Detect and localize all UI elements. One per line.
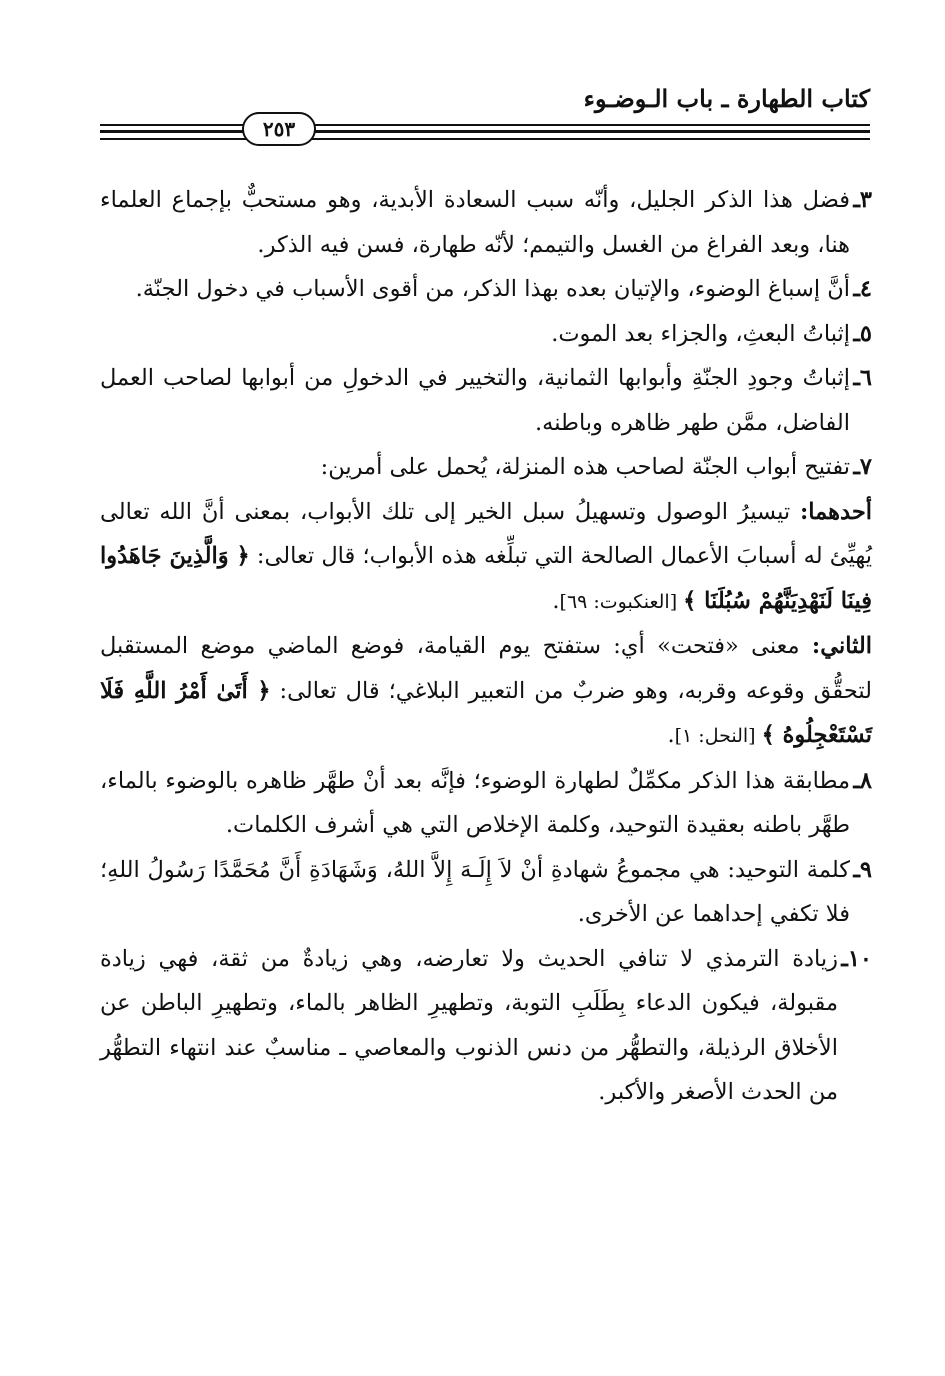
- sentence-end: .: [552, 587, 560, 614]
- item-text: إثباتُ وجودِ الجنّةِ وأبوابها الثمانية، والتخيير في الدخولِ من أبوابها لصاحب العمل الفاضل، ممَّن طهر ظاهره وباطنه.: [100, 365, 850, 436]
- header-rule-middle: [100, 130, 870, 133]
- list-item: [100, 178, 872, 267]
- item-number: ٣ـ: [853, 187, 872, 213]
- item-number: ٦ـ: [853, 365, 872, 391]
- item-text: أنَّ إسباغ الوضوء، والإتيان بعده بهذا الذكر، من أقوى الأسباب في دخول الجنّة.: [135, 276, 850, 302]
- list-item: [100, 759, 872, 848]
- quran-verse: ﴿ وَالَّذِينَ جَاهَدُوا فِينَا لَنَهْدِيَنَّهُمْ سُبُلَنَا ﴾: [100, 543, 872, 614]
- item-number: ٩ـ: [853, 856, 872, 883]
- list-item: [100, 356, 872, 445]
- sub-point-text: معنى «فتحت» أي: ستفتح يوم القيامة، فوضع الماضي موضع المستقبل لتحقُّق وقوعه وقربه، وهو ضربٌ من التعبير البلاغي؛ قال تعالى:: [100, 633, 872, 704]
- header-rule-top: [100, 124, 870, 126]
- sub-point-second: [100, 624, 872, 759]
- item-text: فضل هذا الذكر الجليل، وأنّه سبب السعادة الأبدية، وهو مستحبٌّ بإجماع العلماء هنا، وبعد الفراغ من الغسل والتيمم؛ لأنّه طهارة، فسن فيه الذكر.: [100, 187, 850, 258]
- sub-point-text: تيسيرُ الوصول وتسهيلُ سبل الخير إلى تلك الأبواب، بمعنى أنَّ الله تعالى يُهيِّئ له أسبابَ الأعمال الصالحة التي تبلِّغه هذه الأبواب؛ قال تعالى:: [100, 498, 872, 569]
- item-number: ٤ـ: [853, 276, 872, 302]
- item-number: ٥ـ: [853, 320, 872, 347]
- item-text: كلمة التوحيد: هي مجموعُ شهادةِ أنْ لاَ إِلَـهَ إِلاَّ اللهُ، وَشَهَادَةِ أَنَّ مُحَمَّدًا رَسُولُ اللهِ؛ فلا تكفي إحداهما عن الأخرى.: [100, 856, 850, 927]
- list-item: [100, 312, 872, 357]
- header-rule-bottom: [100, 138, 870, 140]
- page-body: [100, 178, 872, 1115]
- list-item: [100, 937, 872, 1115]
- verse-reference: [النحل: ١]: [674, 725, 762, 747]
- list-item: [100, 267, 872, 312]
- item-number: ١٠ـ: [841, 945, 872, 972]
- verse-reference: [العنكبوت: ٦٩]: [559, 590, 684, 613]
- list-item: [100, 848, 872, 937]
- sub-point-lead: أحدهما:: [799, 498, 872, 525]
- sub-point-first: [100, 490, 872, 625]
- list-item: [100, 445, 872, 490]
- running-title: كتاب الطهارة ـ باب الـوضـوء: [583, 84, 870, 113]
- item-number: ٧ـ: [853, 454, 872, 480]
- sub-point-lead: الثاني:: [811, 633, 872, 659]
- item-text: زيادة الترمذي لا تنافي الحديث ولا تعارضه، وهي زيادةٌ من ثقة، فهي زيادة مقبولة، فيكون الدعاء بِطَلَبِ التوبة، وتطهيرِ الظاهر بالماء، وتطهيرِ الباطن عن الأخلاق الرذيلة، والتطهُّر من دنس الذنوب والمعاصي ـ مناسبٌ عند انتهاء التطهُّر من الحدث الأصغر والأكبر.: [100, 945, 838, 1105]
- item-text: مطابقة هذا الذكر مكمِّلٌ لطهارة الوضوء؛ فإنَّه بعد أنْ طهَّر ظاهره بالوضوء بالماء، طهَّر باطنه بعقيدة التوحيد، وكلمة الإخلاص التي هي أشرف الكلمات.: [100, 767, 850, 838]
- item-number: ٨ـ: [853, 767, 872, 794]
- quran-verse: ﴿ أَتَىٰ أَمْرُ اللَّهِ فَلَا تَسْتَعْجِلُوهُ ﴾: [100, 677, 872, 748]
- item-text: تفتيح أبواب الجنّة لصاحب هذه المنزلة، يُحمل على أمرين:: [320, 454, 850, 480]
- page-number: ٢٥٣: [242, 112, 316, 146]
- sentence-end: .: [667, 722, 675, 748]
- page-header: [100, 78, 870, 158]
- item-text: إثباتُ البعثِ، والجزاء بعد الموت.: [551, 320, 850, 347]
